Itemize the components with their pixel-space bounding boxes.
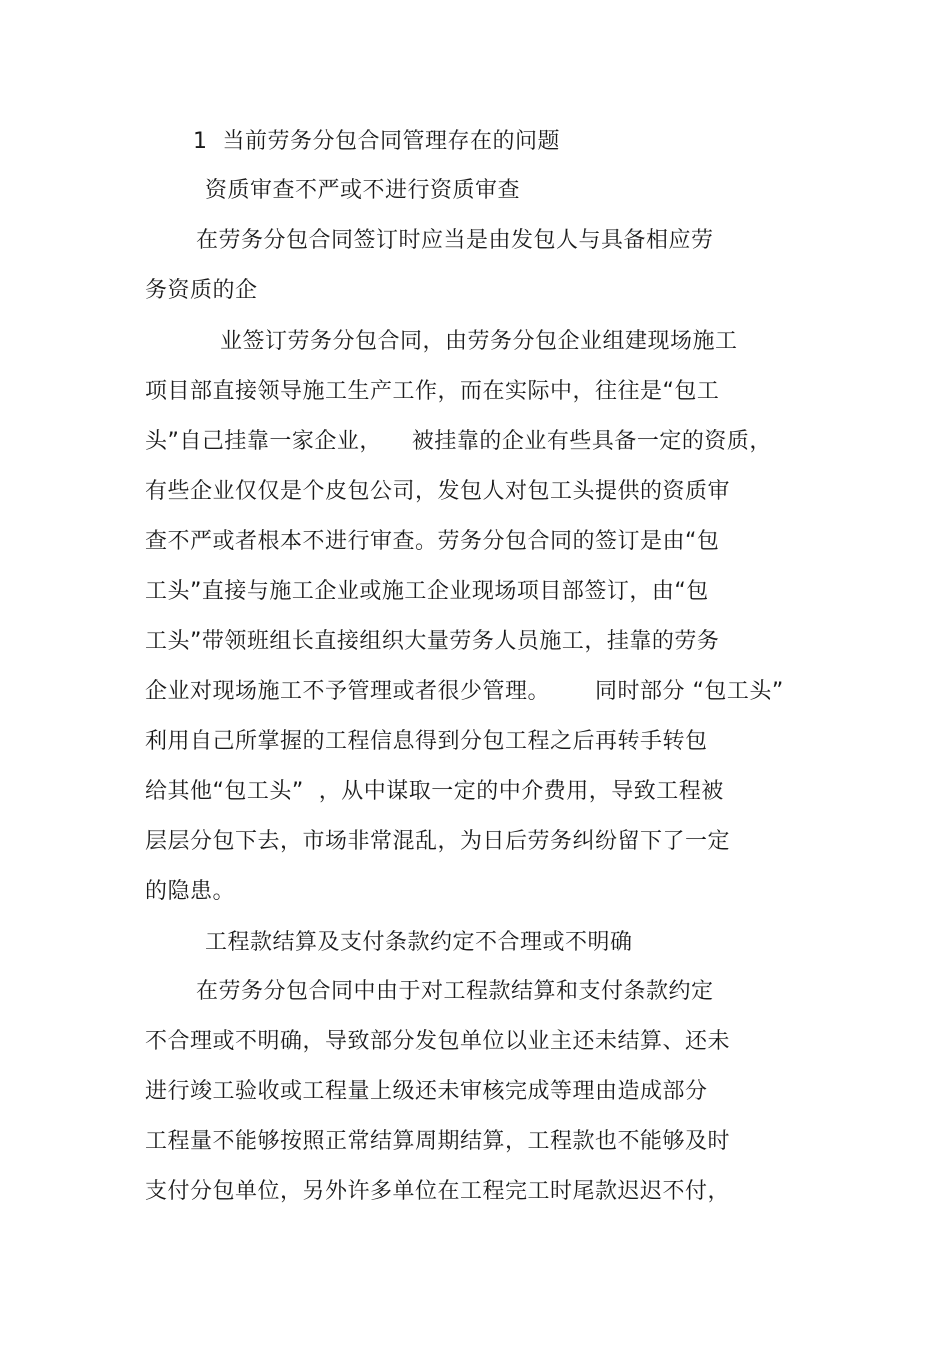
subsection-title-payment: 工程款结算及支付条款约定不合理或不明确 [205,930,633,955]
paragraph-line: 务资质的企 [145,278,258,303]
paragraph-line: 项目部直接领导施工生产工作，而在实际中，往往是“包工 [145,379,720,404]
paragraph-line: 工头”直接与施工企业或施工企业现场项目部签订，由“包 [145,579,709,604]
paragraph-line: 进行竣工验收或工程量上级还未审核完成等理由造成部分 [145,1079,708,1104]
paragraph-line: 查不严或者根本不进行审查。劳务分包合同的签订是由“包 [145,529,720,554]
paragraph-line: 企业对现场施工不予管理或者很少管理。 同时部分 “包工头” [145,679,784,704]
paragraph-line: 有些企业仅仅是个皮包公司，发包人对包工头提供的资质审 [145,479,731,504]
paragraph-line: 利用自己所掌握的工程信息得到分包工程之后再转手转包 [145,729,708,754]
paragraph-line: 业签订劳务分包合同，由劳务分包企业组建现场施工 [220,329,738,354]
paragraph-line: 支付分包单位，另外许多单位在工程完工时尾款迟迟不付， [145,1179,731,1204]
paragraph-line: 不合理或不明确，导致部分发包单位以业主还未结算、还未 [145,1029,731,1054]
paragraph-line: 层层分包下去，市场非常混乱，为日后劳务纠纷留下了一定 [145,829,731,854]
paragraph-line: 头”自己挂靠一家企业， 被挂靠的企业有些具备一定的资质， [145,429,772,454]
section-heading: 1 当前劳务分包合同管理存在的问题 [193,129,560,154]
paragraph-line: 的隐患。 [145,879,236,904]
paragraph-line: 在劳务分包合同签订时应当是由发包人与具备相应劳 [196,228,714,253]
paragraph-line: 给其他“包工头” ，从中谋取一定的中介费用，导致工程被 [145,779,724,804]
paragraph-line: 工程量不能够按照正常结算周期结算，工程款也不能够及时 [145,1129,731,1154]
paragraph-line: 在劳务分包合同中由于对工程款结算和支付条款约定 [196,979,714,1004]
paragraph-line: 工头”带领班组长直接组织大量劳务人员施工，挂靠的劳务 [145,629,720,654]
subsection-title-qualification: 资质审查不严或不进行资质审查 [205,178,521,203]
